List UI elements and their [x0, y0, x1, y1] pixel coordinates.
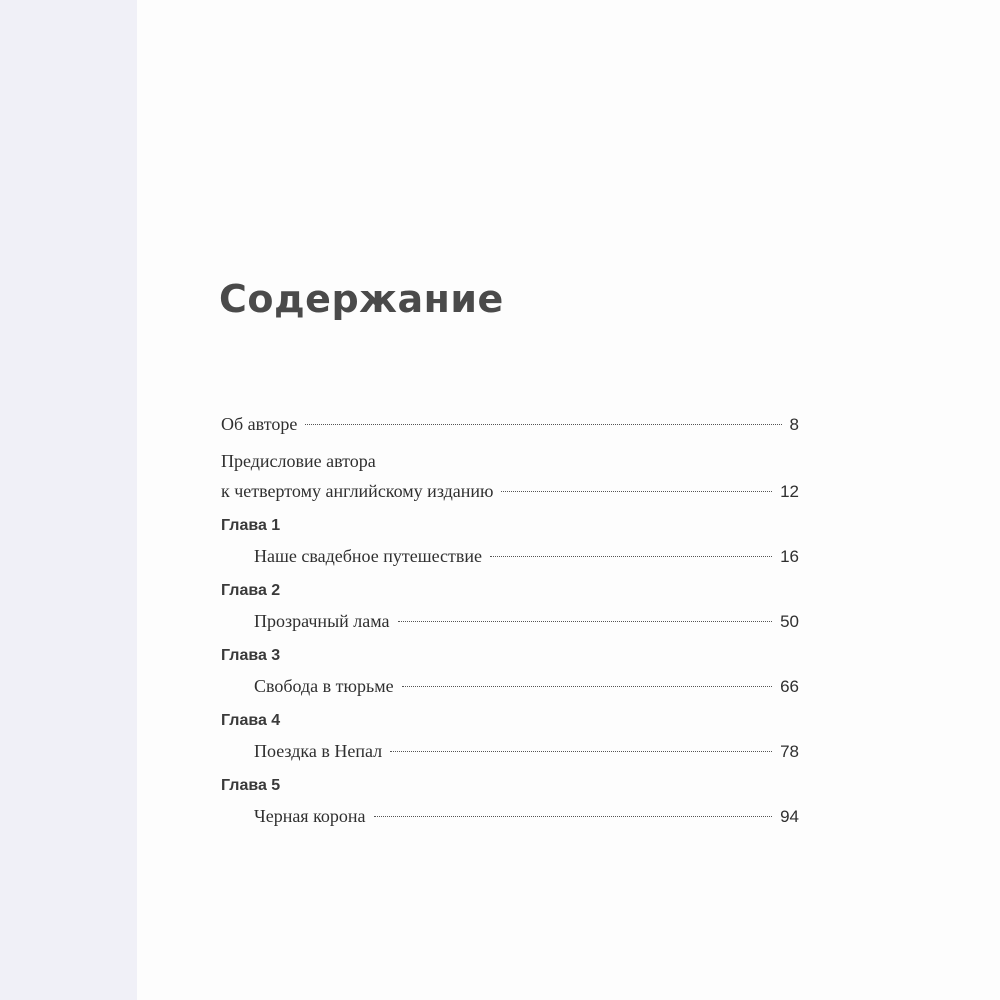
dot-leader: [490, 556, 772, 557]
toc-page-number: 94: [780, 807, 799, 826]
toc-page-number: 78: [780, 742, 799, 761]
dot-leader: [305, 424, 781, 425]
chapter-label: Глава 5: [221, 777, 281, 794]
toc-entry-line: [221, 670, 799, 703]
chapter-title: Черная корона: [254, 806, 366, 826]
toc-entry-line: [221, 408, 799, 441]
chapter-label: Глава 3: [221, 647, 281, 664]
dot-leader: [390, 751, 772, 752]
chapter-label: Глава 2: [221, 582, 281, 599]
chapter-title: Поездка в Непал: [254, 741, 383, 761]
toc-entry-about: [221, 408, 799, 441]
toc-page-number: 8: [789, 415, 799, 434]
chapter-title: Прозрачный лама: [254, 611, 390, 631]
page-title: Содержание: [219, 277, 504, 321]
dot-leader: [398, 621, 773, 622]
toc-entry-line: [221, 735, 799, 768]
toc-chapter-1: [221, 512, 799, 573]
chapter-label: Глава 1: [221, 517, 281, 534]
toc-entry-preface: [221, 447, 799, 508]
toc-page-number: 16: [780, 547, 799, 566]
toc-entry-line: [221, 605, 799, 638]
toc-chapter-3: [221, 642, 799, 703]
toc-page-number: 50: [780, 612, 799, 631]
toc-entry-line: [221, 800, 799, 833]
toc-entry-title: Об авторе: [221, 414, 298, 434]
toc-page-number: 66: [780, 677, 799, 696]
toc-chapter-2: [221, 577, 799, 638]
dot-leader: [501, 491, 772, 492]
chapter-title: Наше свадебное путешествие: [254, 546, 482, 566]
toc-chapter-4: [221, 707, 799, 768]
toc-page-number: 12: [780, 482, 799, 501]
toc-chapter-5: [221, 772, 799, 833]
table-of-contents: [221, 408, 799, 833]
dot-leader: [402, 686, 773, 687]
toc-entry-line: [221, 475, 799, 508]
chapter-label: Глава 4: [221, 712, 281, 729]
dot-leader: [374, 816, 773, 817]
chapter-title: Свобода в тюрьме: [254, 676, 394, 696]
toc-entry-line: [221, 540, 799, 573]
toc-entry-title-line-2: к четвертому английскому изданию: [221, 481, 494, 501]
left-margin-strip: [0, 0, 137, 1000]
toc-entry-title-line-1: Предисловие автора: [221, 451, 376, 471]
